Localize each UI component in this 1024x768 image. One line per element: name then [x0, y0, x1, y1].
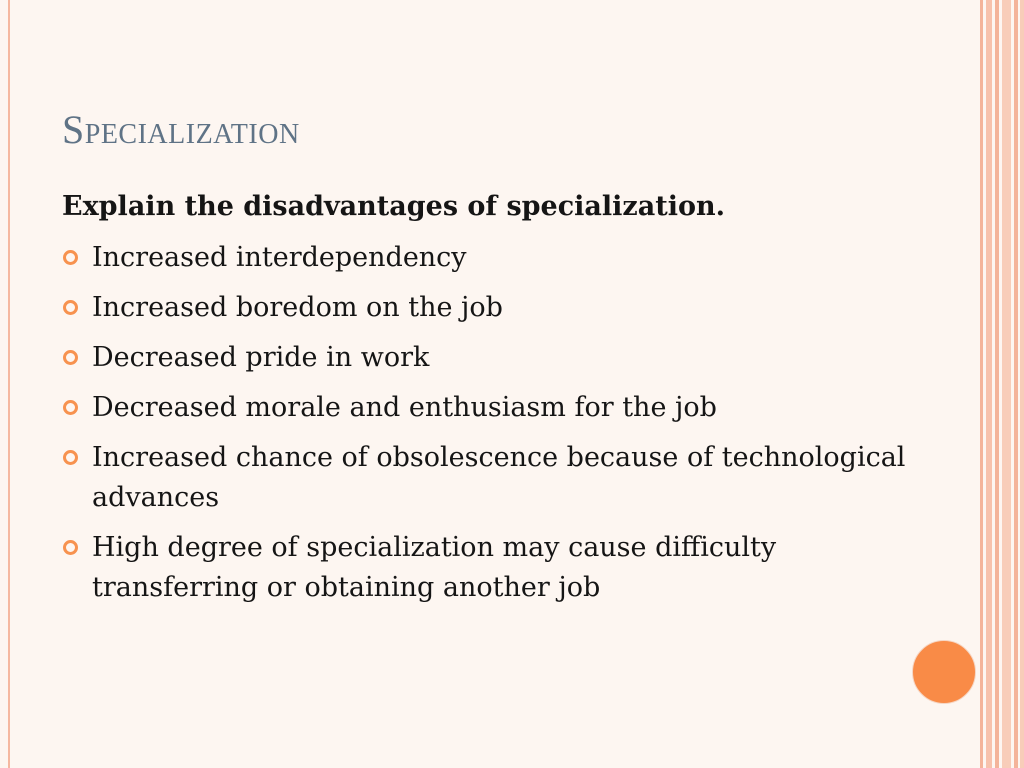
circle-bullet-icon [63, 450, 78, 465]
bullet-list [62, 238, 912, 608]
bullet-item [62, 528, 912, 608]
bullet-text: High degree of specialization may cause difficulty transferring or obtaining another job [92, 532, 777, 603]
bullet-item [62, 288, 912, 328]
circle-bullet-icon [63, 300, 78, 315]
left-decorative-rule [8, 0, 10, 768]
bullet-text: Increased interdependency [92, 242, 467, 273]
bullet-item [62, 338, 912, 378]
right-decorative-stripe [1014, 0, 1018, 768]
right-decorative-stripe [1002, 0, 1011, 768]
circle-bullet-icon [63, 250, 78, 265]
bullet-item [62, 438, 912, 518]
question-heading: Explain the disadvantages of specialization. [62, 191, 726, 222]
right-decorative-stripe [1020, 0, 1024, 768]
circle-bullet-icon [63, 350, 78, 365]
right-decorative-stripe [995, 0, 999, 768]
circle-bullet-icon [63, 540, 78, 555]
slide-title: Specialization [62, 107, 300, 152]
right-decorative-stripe [980, 0, 983, 768]
right-decorative-stripe [986, 0, 992, 768]
bullet-text: Decreased morale and enthusiasm for the job [92, 392, 717, 423]
circle-bullet-icon [63, 400, 78, 415]
bullet-text: Increased chance of obsolescence because of technological advances [92, 442, 906, 513]
slide-body [62, 188, 912, 618]
bullet-item [62, 238, 912, 278]
bullet-item [62, 388, 912, 428]
decorative-orange-circle [912, 640, 976, 704]
bullet-text: Decreased pride in work [92, 342, 430, 373]
bullet-text: Increased boredom on the job [92, 292, 503, 323]
